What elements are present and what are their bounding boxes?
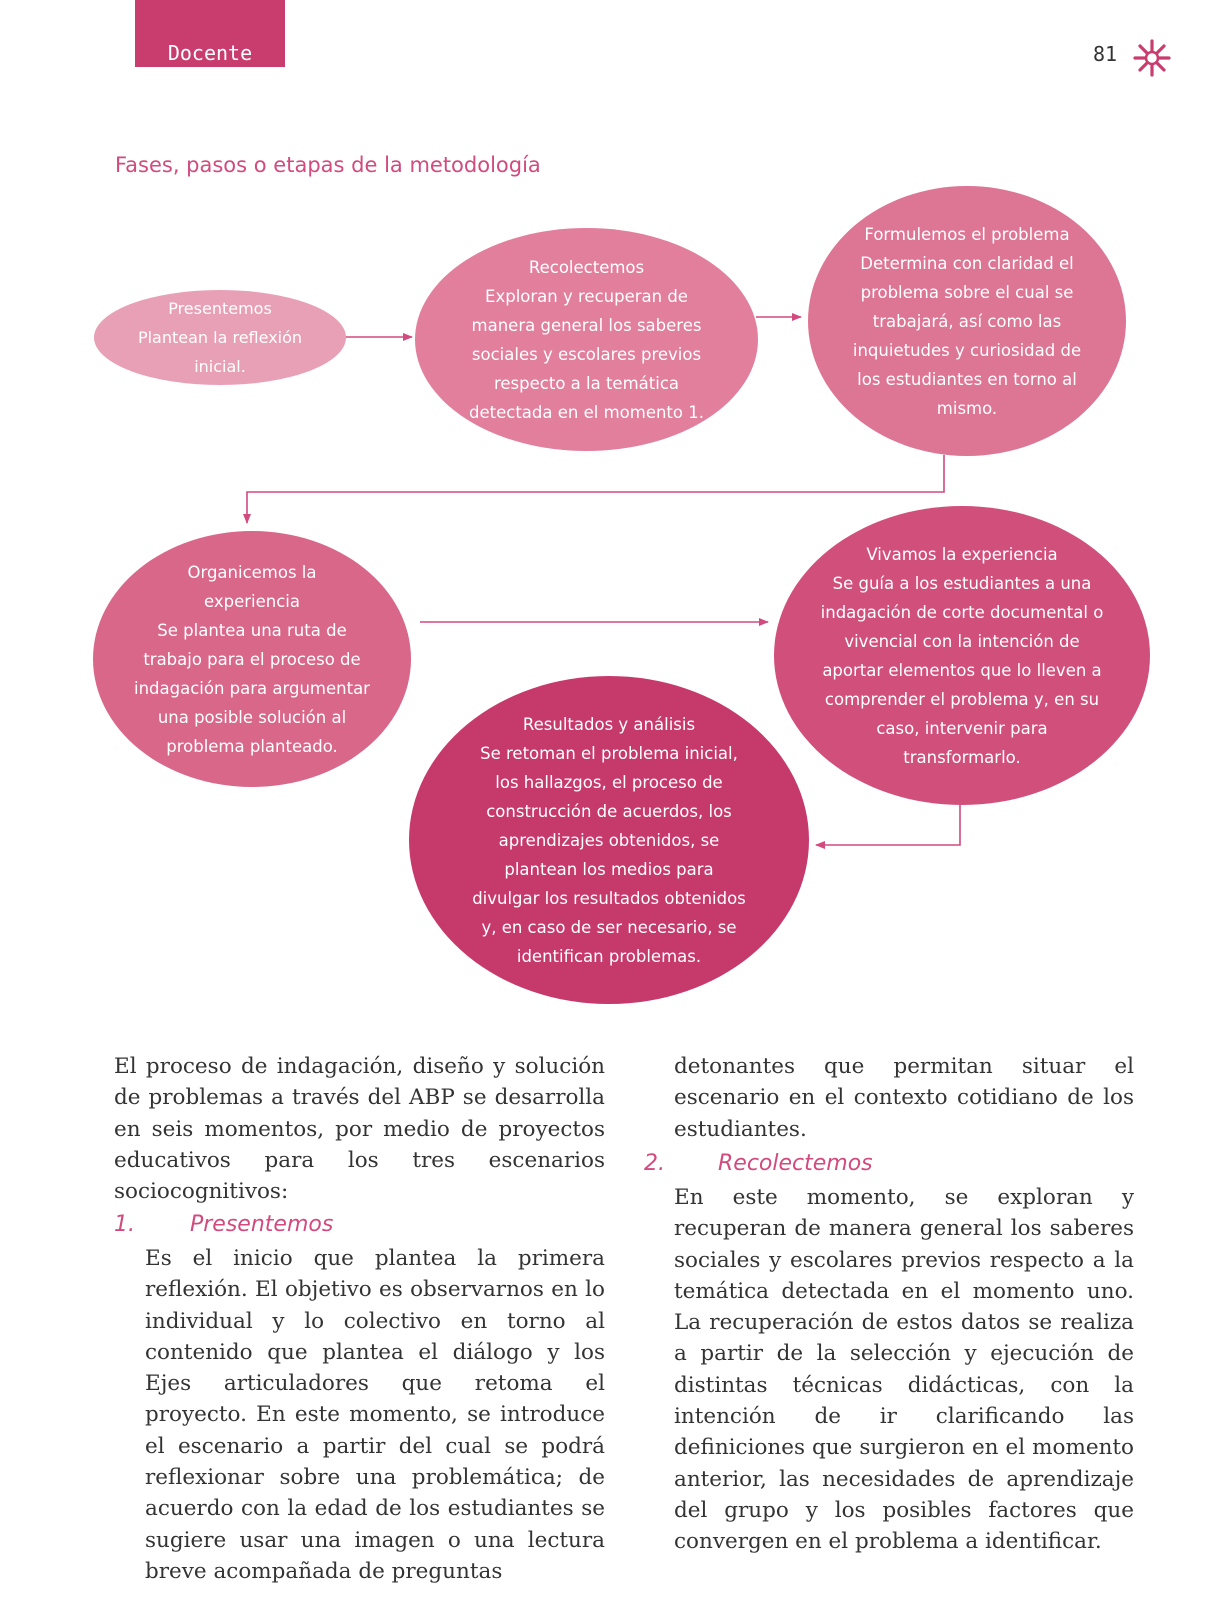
node-body: Se retoman el problema inicial, los hallazgos, el proceso de construcción de acuerdos, los aprendizajes obtenidos, se plantean los medios para divulgar los resultados obtenidos y, en caso de ser necesario, se identifican problemas. [472, 743, 746, 966]
node-title: Vivamos la experiencia [866, 544, 1058, 564]
section-tab-label: Docente [167, 41, 253, 65]
node-body: Plantean la reflexión inicial. [137, 328, 303, 376]
intro-paragraph: El proceso de indagación, diseño y solución de problemas a través del ABP se desarrolla en seis momentos, por medio de proyectos educativos para los tres escenarios sociocognitivos: [114, 1054, 605, 1205]
arrow-vivamos-resultados [816, 805, 960, 845]
item-title: Recolectemos [718, 1151, 873, 1176]
node-title: Presentemos [168, 299, 272, 318]
node-presentemos [94, 290, 346, 385]
item-title: Presentemos [190, 1212, 334, 1237]
item-2-paragraph: En este momento, se exploran y recuperan de manera general los saberes sociales y escolares previos respecto a la temática detectada en el momento uno. La recuperación de estos datos se realiza a partir de la selección y ejecución de distintas técnicas didácticas, con la intención de ir clarificando las definiciones que surgieron en el momento anterior, las necesidades de aprendizaje del grupo y los posibles factores que convergen en el problema a identificar. [674, 1185, 1134, 1555]
node-title: Recolectemos [528, 257, 645, 277]
node-body: Exploran y recuperan de manera general los saberes sociales y escolares previos respecto a la temática detectada en el momento 1. [469, 286, 704, 422]
item-number: 2. [644, 1151, 665, 1176]
node-organicemos [93, 531, 411, 787]
item-1-paragraph: Es el inicio que plantea la primera reflexión. El objetivo es observarnos en lo individual y lo colectivo en torno al contenido que plantea el diálogo y los Ejes articuladores que retoma el proyecto. En este momento, se introduce el escenario a partir del cual se podrá reflexionar sobre una problemática; de acuerdo con la edad de los estudiantes se sugiere usar una imagen o una lectura breve acompañada de preguntas [145, 1246, 605, 1584]
node-body: Se guía a los estudiantes a una indagación de corte documental o vivencial con la intención de aportar elementos que lo lleven a comprender el problema y, en su caso, intervenir para transformarlo. [820, 573, 1104, 767]
node-title: Resultados y análisis [522, 714, 696, 734]
item-number: 1. [114, 1212, 135, 1237]
node-title: Formulemos el problema [864, 224, 1070, 244]
item-1-heading [114, 1212, 334, 1237]
node-body: Se plantea una ruta de trabajo para el proceso de indagación para argumentar una posible solución al problema planteado. [134, 620, 370, 756]
node-title: Organicemos la experiencia [187, 562, 317, 611]
node-vivamos [774, 506, 1150, 805]
node-body: Determina con claridad el problema sobre el cual se trabajará, así como las inquietudes y curiosidad de los estudiantes en torno al mismo. [852, 253, 1082, 418]
arrow-formulemos-organicemos [247, 455, 944, 523]
node-recolectemos [415, 228, 758, 451]
node-resultados [409, 676, 809, 1004]
node-formulemos [808, 186, 1126, 456]
section-title: Fases, pasos o etapas de la metodología [115, 153, 541, 177]
item-2-heading [644, 1151, 873, 1176]
page-number: 81 [1093, 42, 1118, 66]
continued-paragraph: detonantes que permitan situar el escenario en el contexto cotidiano de los estudiantes. [674, 1054, 1134, 1142]
